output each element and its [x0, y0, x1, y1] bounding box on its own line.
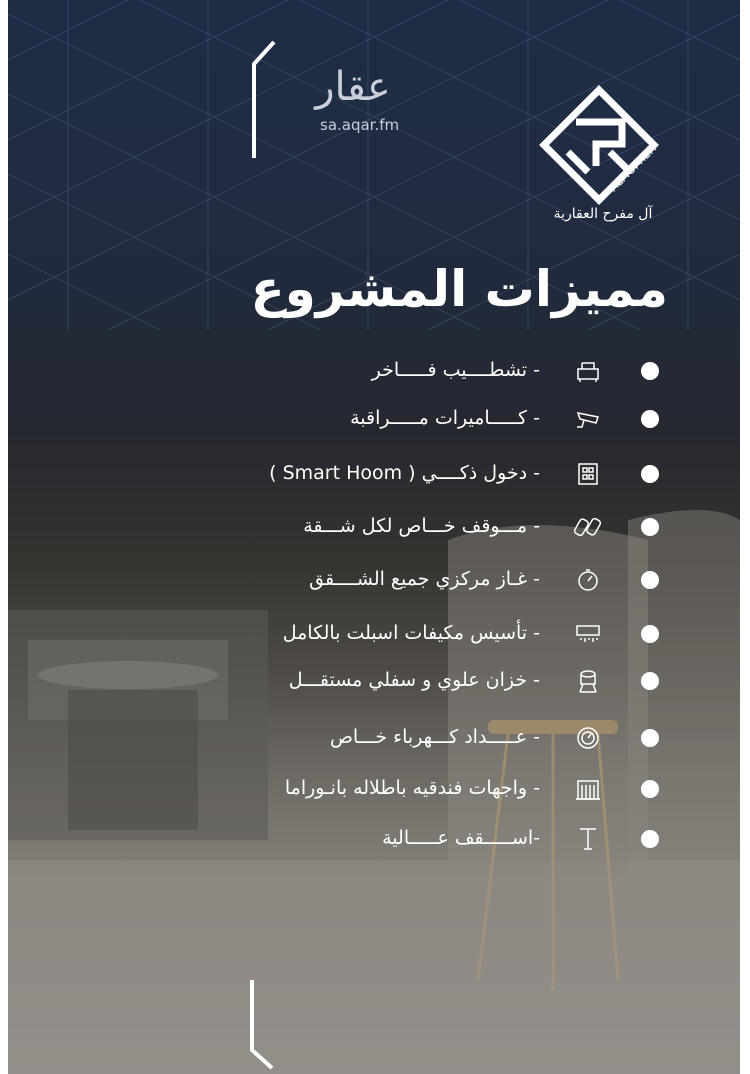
feature-item: - تأسيس مكيفات اسبلت بالكامل — [0, 618, 750, 648]
feature-item: - عـــــداد كـــهرباء خـــاص — [0, 722, 750, 752]
feature-item: - كـــــاميرات مـــــراقبة — [0, 403, 750, 433]
camera-icon — [574, 405, 602, 433]
electric-meter-icon — [574, 724, 602, 752]
bullet-dot — [641, 518, 659, 536]
aqar-watermark: عقار — [315, 64, 391, 110]
feature-item: -اســـــقف عـــــالية — [0, 823, 750, 853]
bullet-dot — [641, 625, 659, 643]
parking-icon — [574, 513, 602, 541]
air-conditioner-icon — [574, 620, 602, 648]
gas-icon — [574, 566, 602, 594]
watermark-bracket — [248, 40, 276, 160]
bullet-dot — [641, 465, 659, 483]
bullet-dot — [641, 830, 659, 848]
feature-item: - واجهات فندقيه باطلاله بانـوراما — [0, 773, 750, 803]
water-tank-icon — [574, 667, 602, 695]
company-name: آل مفرح العقارية — [553, 206, 653, 222]
feature-item: - دخول ذكــــي ( Smart Hoom ) — [0, 458, 750, 488]
almofreh-logo — [536, 82, 662, 208]
building-facade-icon — [574, 775, 602, 803]
aqar-url: sa.aqar.fm — [320, 116, 400, 134]
page-title: مميزات المشروع — [250, 260, 668, 318]
bullet-dot — [641, 780, 659, 798]
furniture-icon — [574, 357, 602, 385]
feature-item: - تشطــــيب فـــــاخر — [0, 355, 750, 385]
feature-item: - خزان علوي و سفلي مستقـــل — [0, 665, 750, 695]
smart-home-icon — [574, 460, 602, 488]
feature-item: - مـــوقف خـــاص لكل شـــقة — [0, 511, 750, 541]
bullet-dot — [641, 410, 659, 428]
bullet-dot — [641, 571, 659, 589]
bullet-dot — [641, 672, 659, 690]
feature-item: - غـاز مركزي جميع الشــــقق — [0, 564, 750, 594]
bullet-dot — [641, 362, 659, 380]
bottom-bracket — [248, 980, 278, 1070]
bullet-dot — [641, 729, 659, 747]
ceiling-icon — [574, 825, 602, 853]
svg-text:ALMOFREH: ALMOFREH — [606, 141, 660, 195]
